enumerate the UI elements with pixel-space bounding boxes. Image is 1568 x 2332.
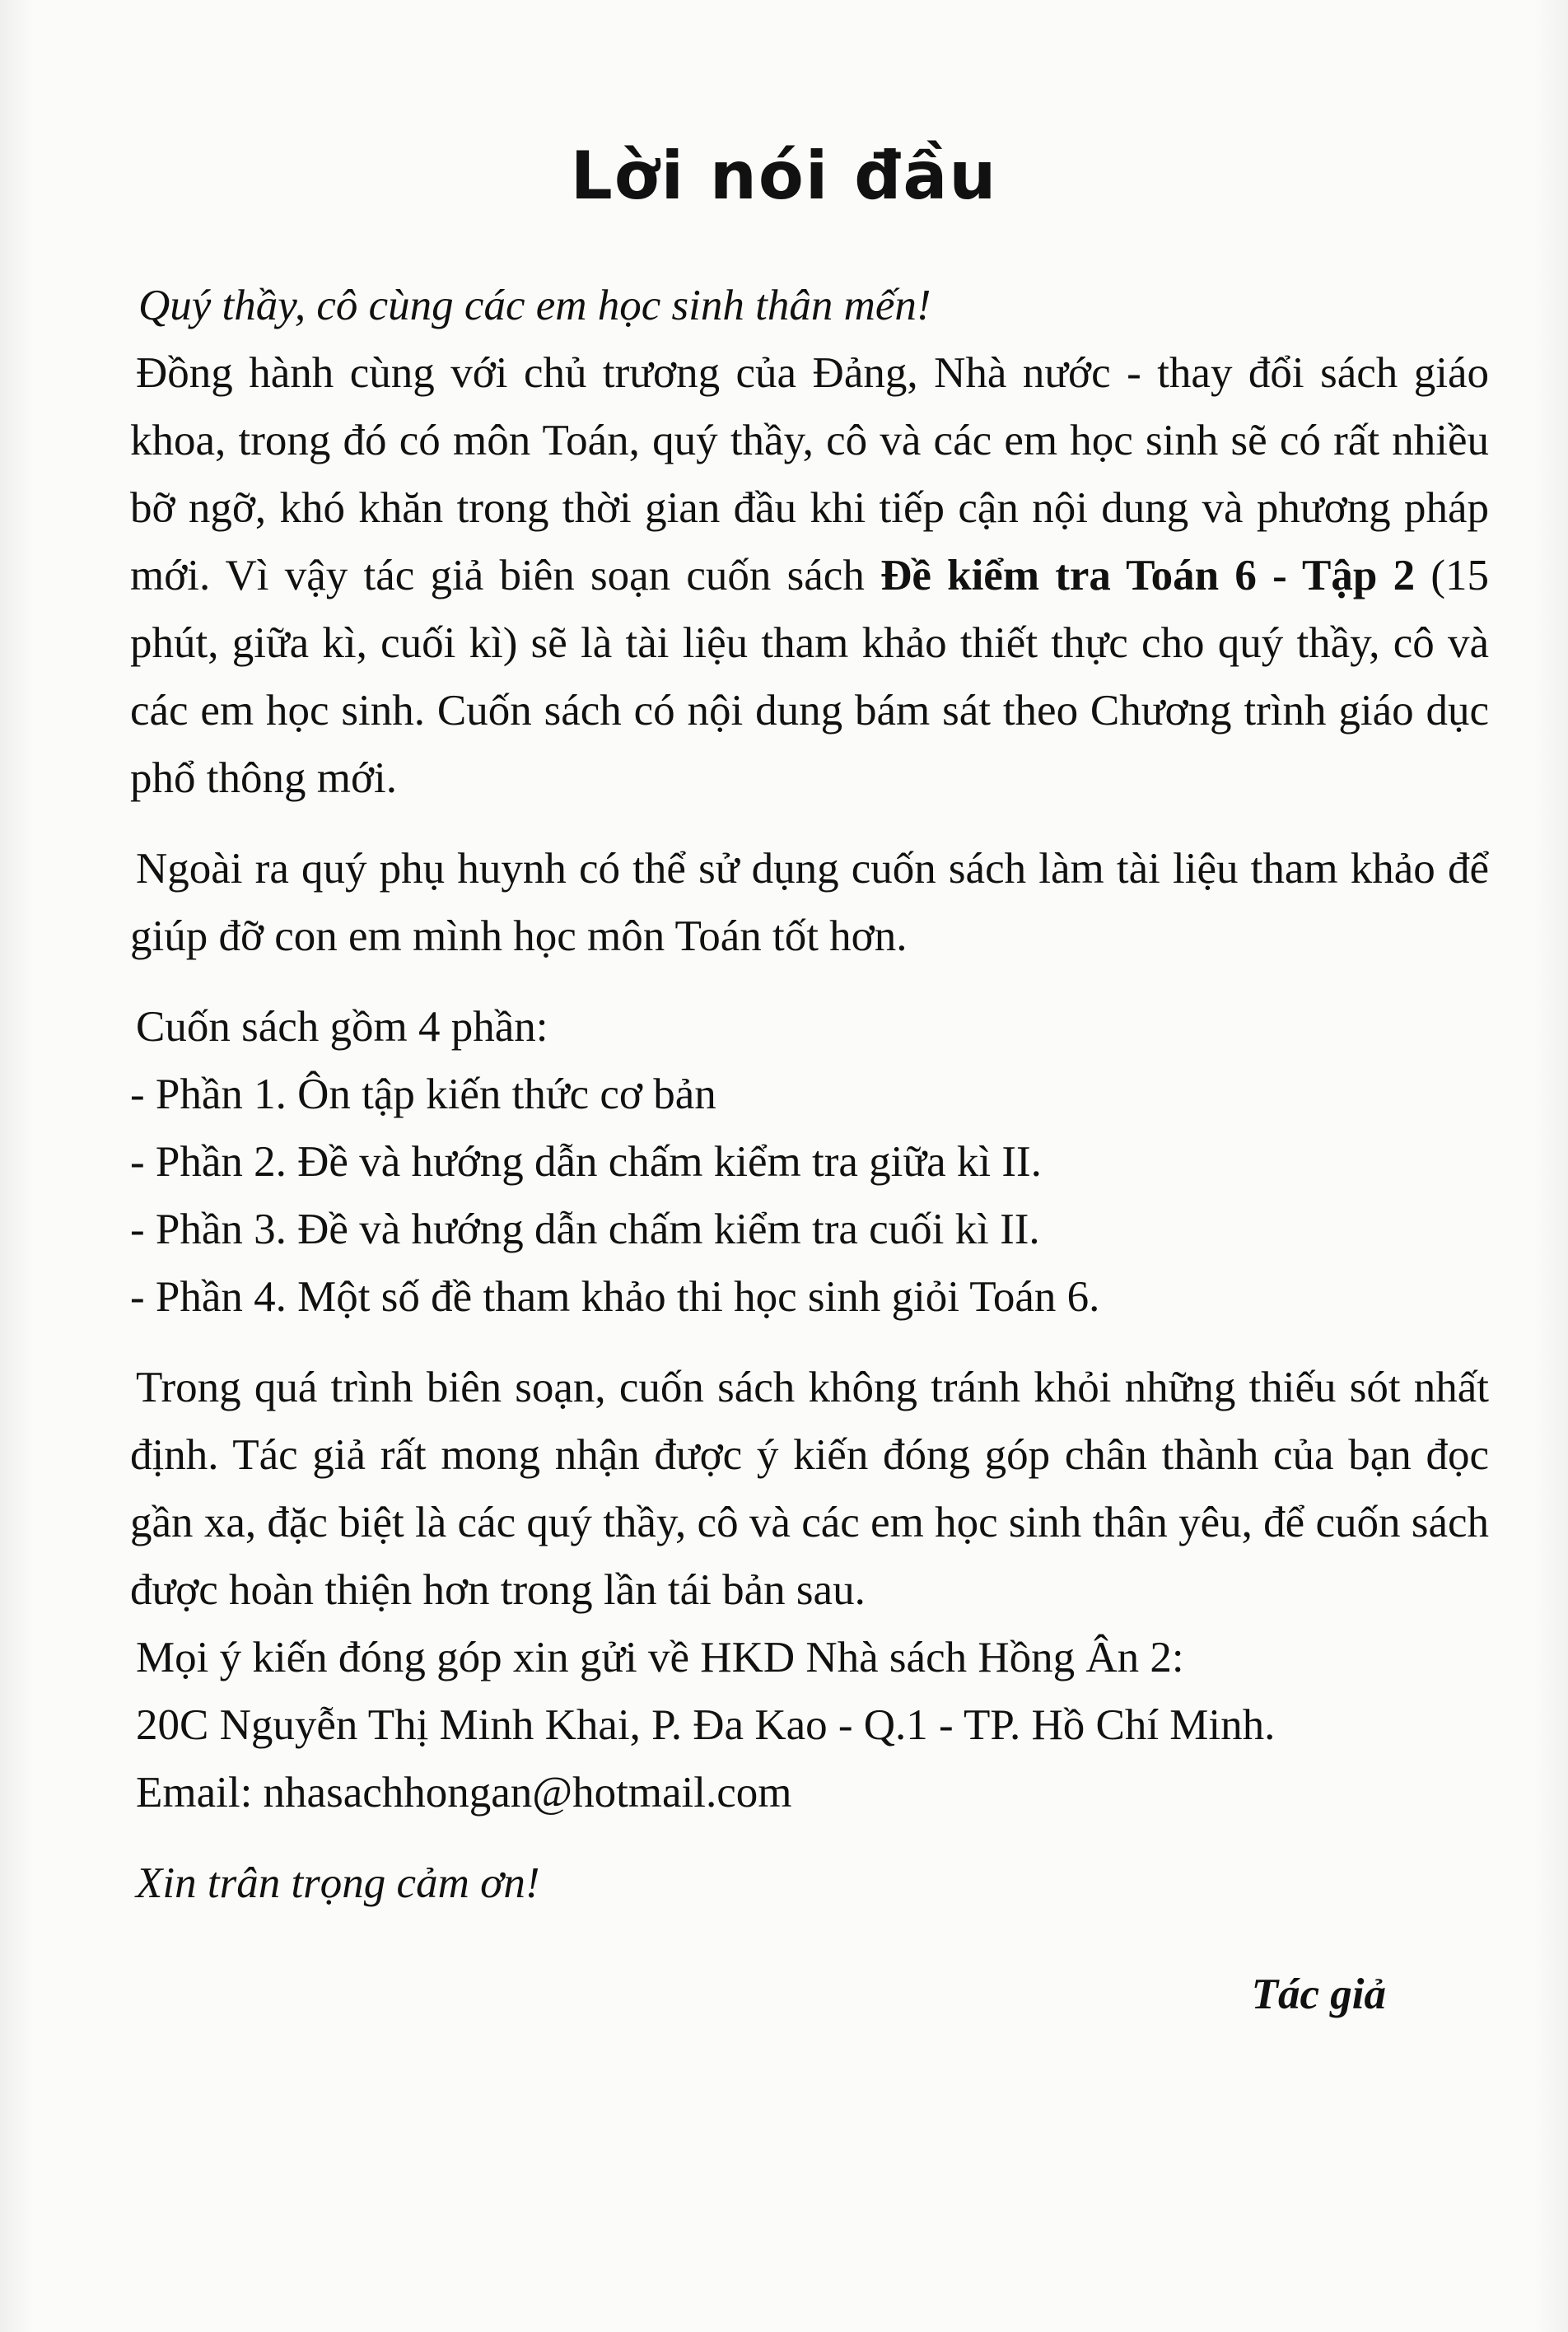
intro-paragraph [130,339,1489,812]
list-item: - Phần 1. Ôn tập kiến thức cơ bản [130,1070,716,1118]
greeting: Quý thầy, cô cùng các em học sinh thân mến! [138,282,931,329]
feedback-paragraph: Trong quá trình biên soạn, cuốn sách không tránh khỏi những thiếu sót nhất định. Tác giả rất mong nhận được ý kiến đóng góp chân thành của bạn đọc gần xa, đặc biệt là các quý thầy, cô và các em học sinh thân yêu, để cuốn sách được hoàn thiện hơn trong lần tái bản sau. [130,1364,1489,1614]
contact-intro: Mọi ý kiến đóng góp xin gửi về HKD Nhà sách Hồng Ân 2: [136,1634,1184,1681]
preface-body [130,272,1489,2072]
intro-text-start: Đồng hành cùng với chủ trương của Đảng, Nhà nước - thay đổi sách giáo khoa, trong đó có môn Toán, quý thầy, cô và các em học sinh sẽ có rất nhiều bỡ ngỡ, khó khăn trong thời gian đầu khi tiếp cận nội dung và phương pháp mới. Vì vậy tác giả biên soạn cuốn sách [130,349,1489,599]
list-item: - Phần 3. Đề và hướng dẫn chấm kiểm tra cuối kì II. [130,1206,1040,1253]
book-title: Đề kiểm tra Toán 6 - Tập 2 [880,552,1416,599]
intro-text-end: (15 phút, giữa kì, cuối kì) sẽ là tài liệu tham khảo thiết thực cho quý thầy, cô và các em học sinh. Cuốn sách có nội dung bám sát theo Chương trình giáo dục phổ thông mới. [130,552,1489,802]
contact-email: Email: nhasachhongan@hotmail.com [136,1769,792,1817]
closing-thanks: Xin trân trọng cảm ơn! [136,1859,540,1907]
author-signature: Tác giả [1251,1971,1386,2018]
parents-paragraph: Ngoài ra quý phụ huynh có thể sử dụng cuốn sách làm tài liệu tham khảo để giúp đỡ con em mình học môn Toán tốt hơn. [130,845,1489,960]
list-item: - Phần 2. Đề và hướng dẫn chấm kiểm tra giữa kì II. [130,1138,1042,1186]
contact-address: 20C Nguyễn Thị Minh Khai, P. Đa Kao - Q.1 - TP. Hồ Chí Minh. [136,1701,1276,1749]
parts-intro: Cuốn sách gồm 4 phần: [136,1003,548,1051]
list-item: - Phần 4. Một số đề tham khảo thi học sinh giỏi Toán 6. [130,1273,1100,1321]
page-title: Lời nói đầu [570,138,998,214]
